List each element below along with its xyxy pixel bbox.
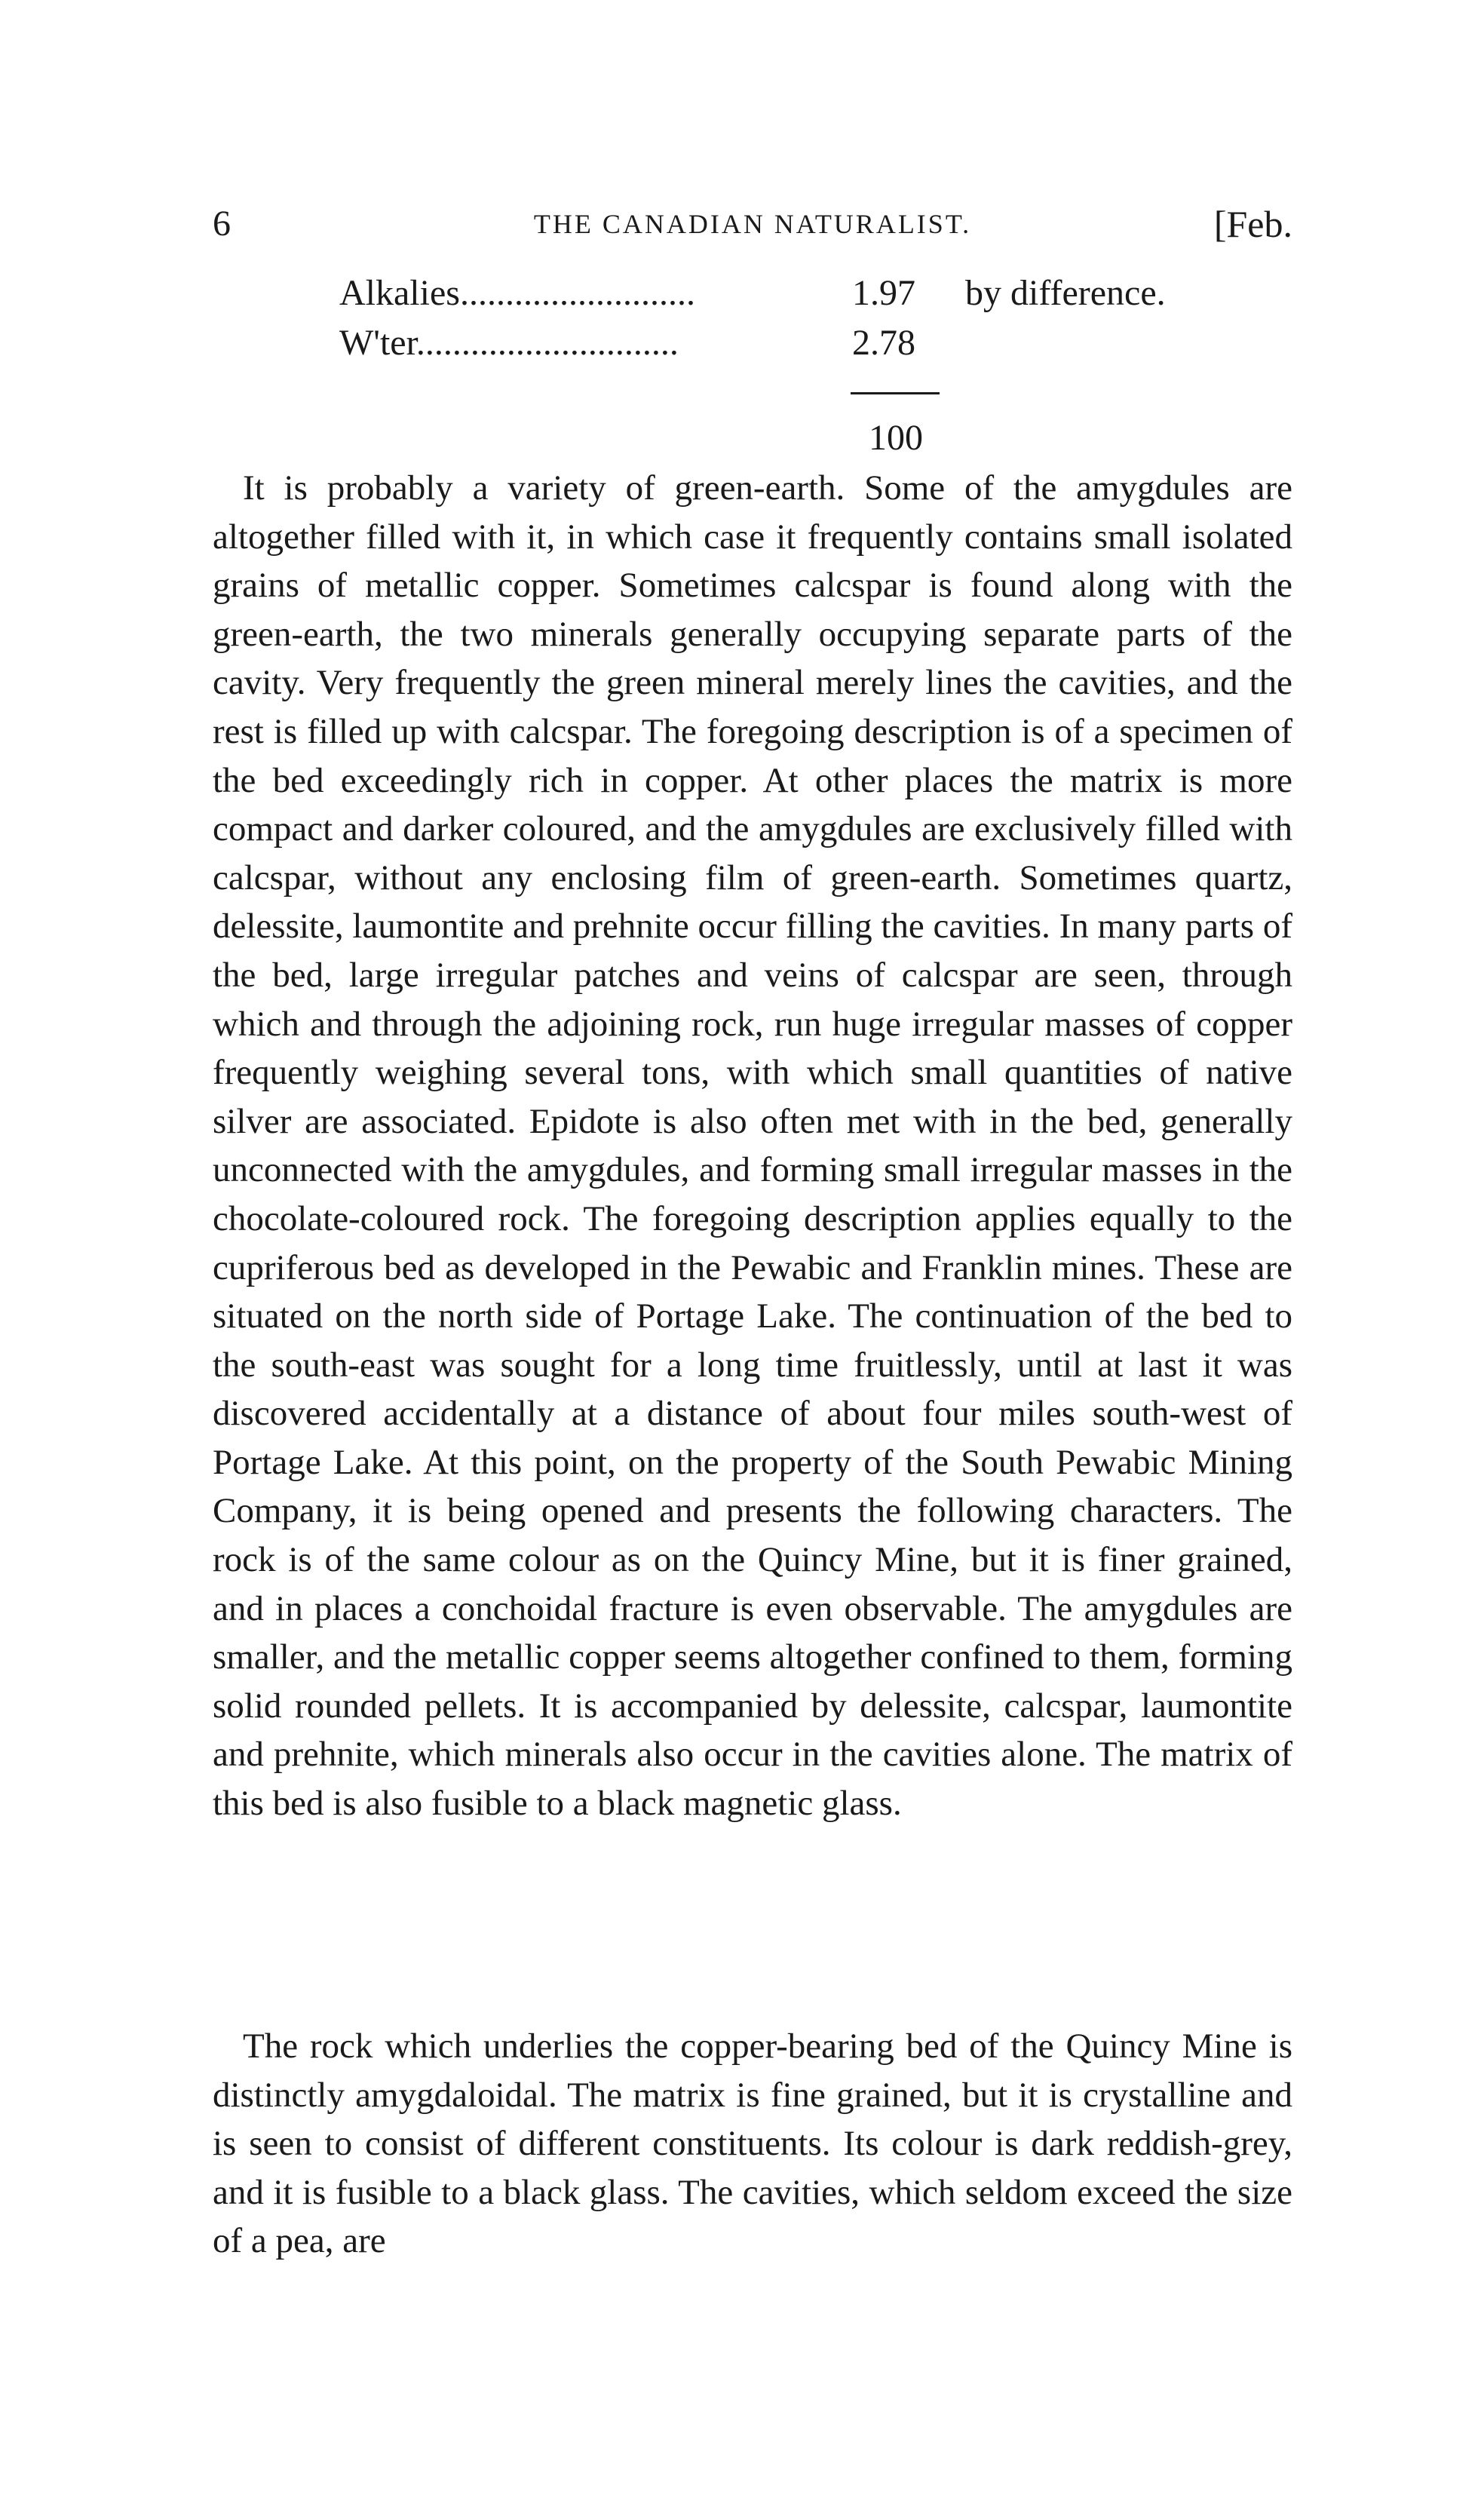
analysis-row-water — [339, 318, 1244, 368]
body-paragraph: The rock which underlies the copper-bearing bed of the Quincy Mine is distinctly amygdaloidal. The matrix is fine grained, but it is crystalline and is seen to consist of different constituents. Its colour is dark reddish-grey, and it is fusible to a black glass. The cavities, which seldom exceed the size of a pea, are — [213, 2027, 1292, 2261]
analysis-label: W'ter............................. — [339, 323, 679, 363]
analysis-total: 100 — [869, 418, 923, 458]
page-number: 6 — [213, 204, 231, 244]
analysis-row-alkalies — [339, 268, 1244, 318]
sum-rule — [851, 392, 940, 394]
body-paragraph: It is probably a variety of green-earth. Some of the amygdules are altogether filled with it, in which case it frequently contains small isolated grains of metallic copper. Sometimes calcspar is found along with the green-earth, the two minerals generally occupying separate parts of the cavity. Very frequently the green mineral merely lines the cavities, and the rest is filled up with calcspar. The foregoing description is of a specimen of the bed exceedingly rich in copper. At other places the matrix is more compact and darker coloured, and the amygdules are exclusively filled with calcspar, without any enclosing film of green-earth. Sometimes quartz, delessite, laumontite and prehnite occur filling the cavities. In many parts of the bed, large irregular patches and veins of calcspar are seen, through which and through the adjoining rock, run huge irregular masses of copper frequently weighing several tons, with which small quantities of native silver are associated. Epidote is also often met with in the bed, generally unconnected with the amygdules, and forming small irregular masses in the chocolate-coloured rock. The foregoing description applies equally to the cupriferous bed as developed in the Pewabic and Franklin mines. These are situated on the north side of Portage Lake. The continuation of the bed to the south-east was sought for a long time fruitlessly, until at last it was discovered accidentally at a distance of about four miles south-west of Portage Lake. At this point, on the property of the South Pewabic Mining Company, it is being opened and presents the following characters. The rock is of the same colour as on the Quincy Mine, but it is finer grained, and in places a conchoidal fracture is even observable. The amygdules are smaller, and the metallic copper seems altogether confined to them, forming solid rounded pellets. It is accompanied by delessite, calcspar, laumontite and prehnite, which minerals also occur in the cavities alone. The matrix of this bed is also fusible to a black magnetic glass. — [213, 468, 1292, 1824]
analysis-value: 2.78 — [852, 323, 915, 363]
page-header — [213, 198, 1292, 250]
running-title: THE CANADIAN NATURALIST. — [533, 209, 972, 239]
analysis-value: 1.97 — [852, 273, 915, 313]
issue-month: [Feb. — [1213, 203, 1292, 245]
analysis-note: by difference. — [965, 273, 1166, 313]
analysis-label: Alkalies.......................... — [339, 273, 695, 313]
